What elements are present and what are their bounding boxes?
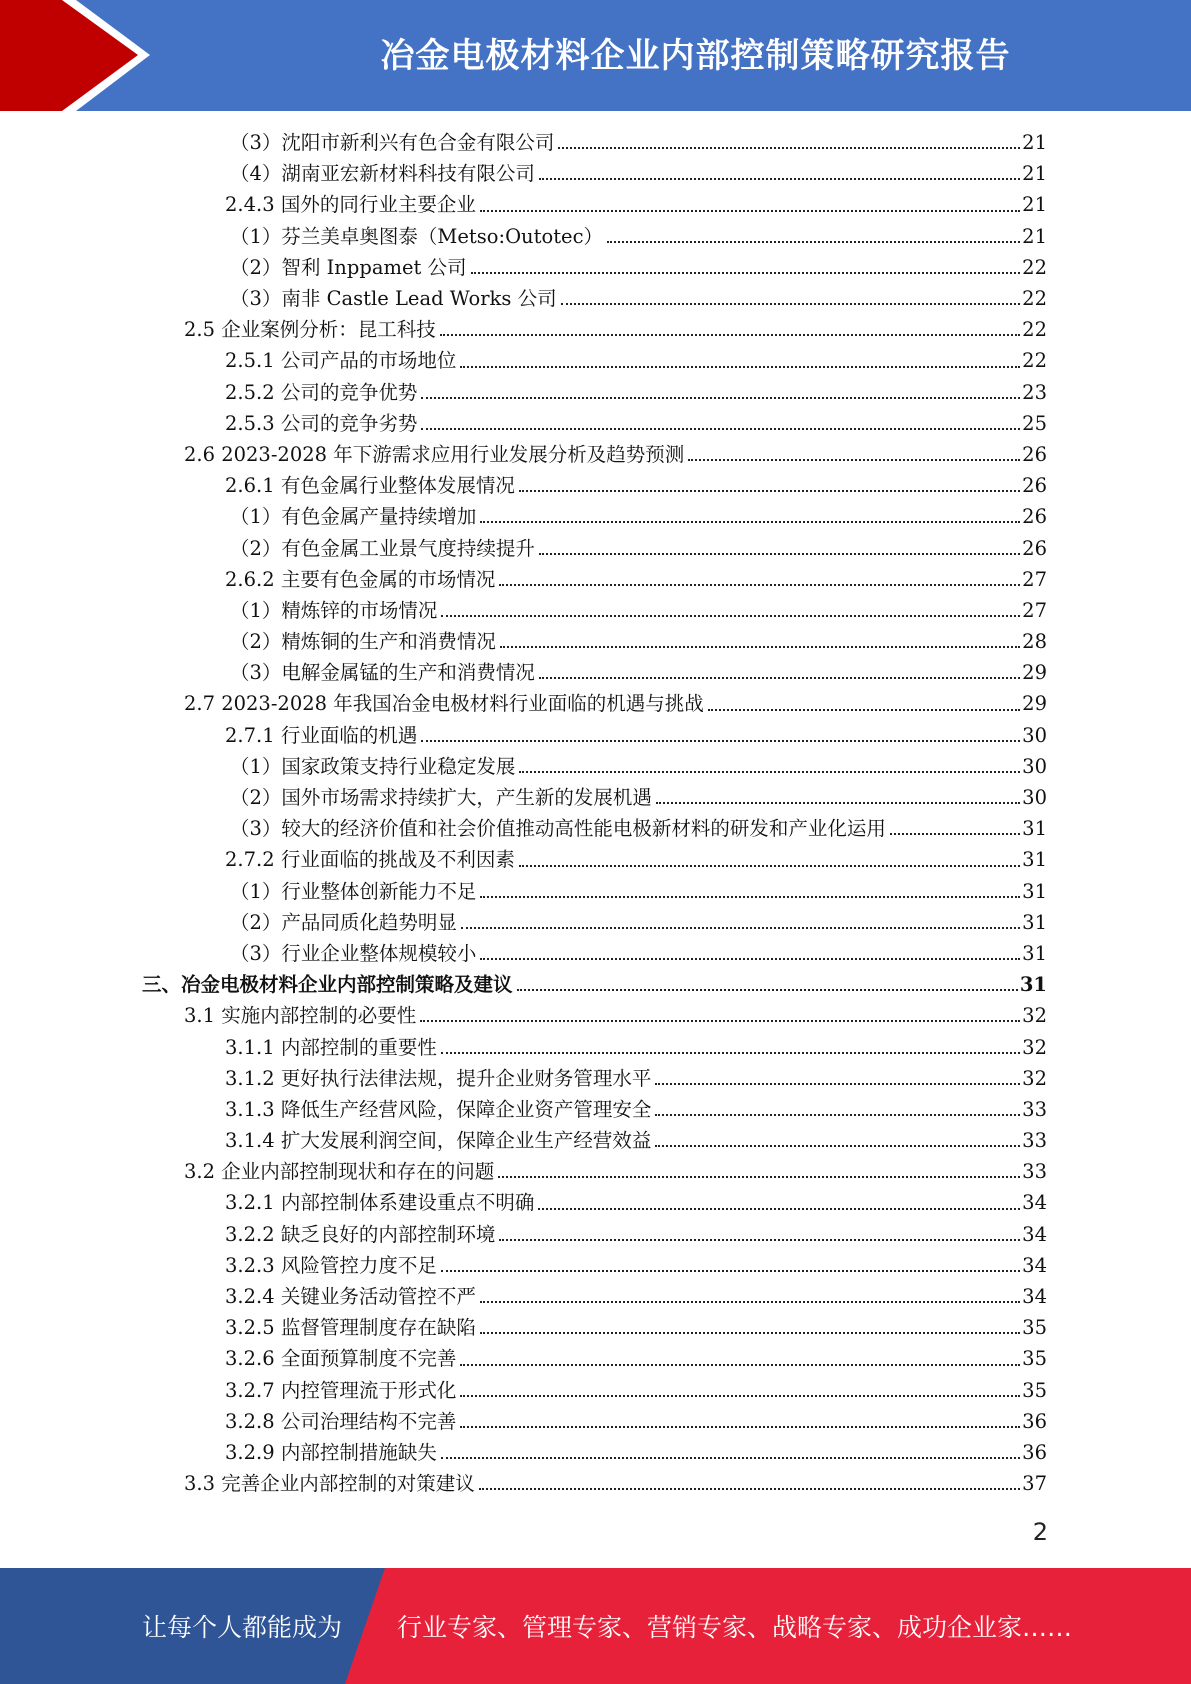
page-number: 2 (1032, 1518, 1048, 1546)
toc-entry[interactable] (0, 813, 1191, 844)
toc-entry[interactable] (0, 221, 1191, 252)
toc-entry-page: 34 (1022, 1285, 1047, 1309)
toc-entry-title: （1）精炼锌的市场情况 (230, 598, 438, 622)
toc-entry-title: 2.5.3 公司的竞争劣势 (225, 411, 418, 435)
toc-entry[interactable] (0, 844, 1191, 875)
toc-entry-page: 21 (1022, 162, 1047, 186)
toc-dot-leader (655, 1113, 1020, 1116)
toc-entry-title: （1）国家政策支持行业稳定发展 (230, 754, 516, 778)
toc-entry-title: （4）湖南亚宏新材料科技有限公司 (230, 162, 535, 186)
toc-entry-page: 31 (1022, 817, 1047, 841)
toc-entry[interactable] (0, 907, 1191, 938)
toc-dot-leader (480, 1331, 1020, 1334)
toc-entry-page: 35 (1022, 1378, 1047, 1402)
toc-dot-leader (539, 552, 1020, 555)
toc-entry[interactable] (0, 1437, 1191, 1468)
toc-dot-leader (500, 645, 1020, 648)
toc-entry[interactable] (0, 345, 1191, 376)
toc-entry-page: 23 (1022, 380, 1047, 404)
toc-entry-page: 29 (1022, 692, 1047, 716)
toc-dot-leader (480, 520, 1020, 523)
toc-dot-leader (461, 926, 1020, 929)
toc-entry-page: 30 (1022, 786, 1047, 810)
toc-entry[interactable] (0, 439, 1191, 470)
toc-entry[interactable] (0, 938, 1191, 969)
page-footer (0, 1568, 1191, 1684)
toc-entry[interactable] (0, 564, 1191, 595)
toc-dot-leader (558, 146, 1020, 149)
header-arrow-icon (0, 0, 160, 111)
toc-dot-leader (441, 614, 1020, 617)
toc-entry-title: 3.2.6 全面预算制度不完善 (225, 1347, 457, 1371)
toc-dot-leader (561, 302, 1021, 305)
toc-entry[interactable] (0, 408, 1191, 439)
toc-entry-title: 2.7.1 行业面临的机遇 (225, 723, 418, 747)
toc-dot-leader (517, 988, 1018, 991)
toc-entry-page: 35 (1022, 1316, 1047, 1340)
toc-entry[interactable] (0, 1375, 1191, 1406)
toc-entry-page: 31 (1022, 848, 1047, 872)
page-header (0, 0, 1191, 111)
toc-dot-leader (460, 1425, 1020, 1428)
toc-entry[interactable] (0, 1000, 1191, 1031)
toc-entry-title: 3.2.4 关键业务活动管控不严 (225, 1285, 476, 1309)
toc-entry-page: 30 (1022, 723, 1047, 747)
toc-entry-page: 31 (1022, 910, 1047, 934)
toc-entry-title: （3）沈阳市新利兴有色合金有限公司 (230, 131, 555, 155)
toc-entry-page: 22 (1022, 349, 1047, 373)
toc-entry-title: 2.4.3 国外的同行业主要企业 (225, 193, 476, 217)
toc-dot-leader (421, 396, 1020, 399)
toc-entry[interactable] (0, 470, 1191, 501)
toc-entry[interactable] (0, 1312, 1191, 1343)
toc-entry-title: 3.1.4 扩大发展利润空间，保障企业生产经营效益 (225, 1129, 652, 1153)
toc-entry-title: 3.2.2 缺乏良好的内部控制环境 (225, 1222, 496, 1246)
toc-entry-title: （3）较大的经济价值和社会价值推动高性能电极新材料的研发和产业化运用 (230, 817, 886, 841)
toc-entry[interactable] (0, 782, 1191, 813)
toc-entry-title: 3.2.1 内部控制体系建设重点不明确 (225, 1191, 535, 1215)
toc-entry-title: （1）行业整体创新能力不足 (230, 879, 477, 903)
toc-entry-page: 28 (1022, 630, 1047, 654)
toc-dot-leader (441, 1269, 1020, 1272)
toc-entry[interactable] (0, 377, 1191, 408)
footer-slogan-left: 让每个人都能成为 (142, 1613, 343, 1642)
toc-entry-page: 34 (1022, 1222, 1047, 1246)
toc-entry-title: （2）有色金属工业景气度持续提升 (230, 536, 535, 560)
toc-entry-page: 31 (1022, 941, 1047, 965)
toc-entry-title: （2）精炼铜的生产和消费情况 (230, 630, 496, 654)
toc-dot-leader (538, 1207, 1020, 1210)
toc-entry-title: 3.1.2 更好执行法律法规，提升企业财务管理水平 (225, 1066, 652, 1090)
toc-dot-leader (607, 240, 1020, 243)
footer-slogan-right: 行业专家、管理专家、营销专家、战略专家、成功企业家…… (397, 1613, 1073, 1642)
toc-dot-leader (421, 427, 1020, 430)
toc-entry-title: （2）国外市场需求持续扩大，产生新的发展机遇 (230, 786, 652, 810)
toc-entry[interactable] (0, 1468, 1191, 1499)
toc-entry[interactable] (0, 688, 1191, 719)
toc-entry[interactable] (0, 1187, 1191, 1218)
toc-dot-leader (519, 489, 1020, 492)
toc-entry-title: 3.2.9 内部控制措施缺失 (225, 1440, 437, 1464)
toc-entry-page: 31 (1019, 973, 1047, 997)
toc-entry-page: 33 (1022, 1160, 1047, 1184)
toc-entry-page: 26 (1022, 505, 1047, 529)
toc-entry[interactable] (0, 626, 1191, 657)
toc-entry-page: 22 (1022, 318, 1047, 342)
toc-entry-page: 32 (1022, 1004, 1047, 1028)
toc-entry-title: 3.2.7 内控管理流于形式化 (225, 1378, 457, 1402)
toc-entry-title: 3.1.1 内部控制的重要性 (225, 1035, 437, 1059)
toc-entry-page: 26 (1022, 474, 1047, 498)
toc-entry-title: 3.1.3 降低生产经营风险，保障企业资产管理安全 (225, 1097, 652, 1121)
toc-dot-leader (480, 209, 1020, 212)
toc-entry[interactable] (0, 1125, 1191, 1156)
toc-dot-leader (421, 739, 1020, 742)
toc-entry-page: 26 (1022, 442, 1047, 466)
toc-dot-leader (655, 1144, 1020, 1147)
toc-entry-page: 31 (1022, 879, 1047, 903)
toc-entry[interactable] (0, 1156, 1191, 1187)
toc-entry-title: 2.5 企业案例分析：昆工科技 (184, 318, 436, 342)
toc-entry-title: （3）电解金属锰的生产和消费情况 (230, 661, 535, 685)
toc-dot-leader (460, 365, 1020, 368)
toc-entry[interactable] (0, 751, 1191, 782)
toc-entry-page: 34 (1022, 1191, 1047, 1215)
toc-entry-title: 2.7.2 行业面临的挑战及不利因素 (225, 848, 515, 872)
toc-entry[interactable] (0, 189, 1191, 220)
toc-entry[interactable] (0, 1343, 1191, 1374)
toc-entry-title: （2）产品同质化趋势明显 (230, 910, 457, 934)
toc-dot-leader (519, 770, 1020, 773)
toc-entry-page: 37 (1022, 1472, 1047, 1496)
toc-entry-title: 3.1 实施内部控制的必要性 (184, 1004, 417, 1028)
toc-entry[interactable] (0, 314, 1191, 345)
toc-entry-page: 33 (1022, 1097, 1047, 1121)
toc-entry-page: 21 (1022, 193, 1047, 217)
toc-entry[interactable] (0, 252, 1191, 283)
toc-entry[interactable] (0, 1250, 1191, 1281)
toc-dot-leader (441, 1051, 1020, 1054)
toc-dot-leader (420, 1019, 1020, 1022)
toc-dot-leader (480, 957, 1020, 960)
toc-entry[interactable] (0, 158, 1191, 189)
toc-dot-leader (708, 708, 1020, 711)
toc-entry-title: 3.2.5 监督管理制度存在缺陷 (225, 1316, 476, 1340)
toc-entry-title: 3.2 企业内部控制现状和存在的问题 (184, 1160, 495, 1184)
toc-dot-leader (460, 1394, 1020, 1397)
toc-dot-leader (539, 676, 1020, 679)
toc-entry[interactable] (0, 1281, 1191, 1312)
toc-entry-title: 2.6 2023-2028 年下游需求应用行业发展分析及趋势预测 (184, 442, 685, 466)
toc-entry[interactable] (0, 1406, 1191, 1437)
toc-entry-page: 25 (1022, 411, 1047, 435)
toc-dot-leader (499, 583, 1020, 586)
toc-dot-leader (890, 832, 1020, 835)
toc-entry-page: 36 (1022, 1440, 1047, 1464)
toc-dot-leader (498, 1175, 1020, 1178)
toc-entry-title: 三、冶金电极材料企业内部控制策略及建议 (142, 973, 513, 997)
table-of-contents (0, 127, 1191, 1499)
toc-dot-leader (499, 1238, 1020, 1241)
toc-entry-title: （3）行业企业整体规模较小 (230, 941, 477, 965)
toc-dot-leader (480, 895, 1020, 898)
toc-dot-leader (440, 333, 1020, 336)
toc-entry-page: 33 (1022, 1129, 1047, 1153)
toc-dot-leader (471, 271, 1021, 274)
toc-entry[interactable] (0, 1094, 1191, 1125)
toc-entry-title: 3.2.8 公司治理结构不完善 (225, 1409, 457, 1433)
toc-entry[interactable] (0, 501, 1191, 532)
toc-entry-title: 2.5.1 公司产品的市场地位 (225, 349, 457, 373)
toc-entry[interactable] (0, 1219, 1191, 1250)
toc-entry-page: 36 (1022, 1409, 1047, 1433)
toc-entry-page: 26 (1022, 536, 1047, 560)
toc-entry-page: 32 (1022, 1035, 1047, 1059)
toc-entry[interactable] (0, 127, 1191, 158)
toc-dot-leader (656, 801, 1020, 804)
toc-entry-title: （3）南非 Castle Lead Works 公司 (230, 287, 557, 311)
report-title: 冶金电极材料企业内部控制策略研究报告 (380, 35, 1011, 76)
toc-entry-title: 3.2.3 风险管控力度不足 (225, 1253, 437, 1277)
toc-entry[interactable] (0, 1063, 1191, 1094)
toc-entry-page: 27 (1022, 598, 1047, 622)
toc-entry[interactable] (0, 969, 1191, 1000)
toc-entry-title: 2.7 2023-2028 年我国冶金电极材料行业面临的机遇与挑战 (184, 692, 704, 716)
toc-entry-page: 29 (1022, 661, 1047, 685)
toc-entry-page: 32 (1022, 1066, 1047, 1090)
toc-entry[interactable] (0, 532, 1191, 563)
toc-entry-page: 21 (1022, 224, 1047, 248)
toc-entry-title: 2.6.2 主要有色金属的市场情况 (225, 567, 496, 591)
toc-entry-page: 27 (1022, 567, 1047, 591)
toc-entry-page: 22 (1022, 255, 1047, 279)
toc-entry-title: 2.6.1 有色金属行业整体发展情况 (225, 474, 515, 498)
toc-entry-page: 21 (1022, 131, 1047, 155)
toc-entry[interactable] (0, 720, 1191, 751)
toc-entry[interactable] (0, 595, 1191, 626)
toc-entry[interactable] (0, 657, 1191, 688)
toc-entry-title: （2）智利 Inppamet 公司 (230, 255, 467, 279)
toc-entry-page: 22 (1022, 287, 1047, 311)
toc-dot-leader (688, 458, 1020, 461)
toc-dot-leader (480, 1300, 1020, 1303)
toc-dot-leader (539, 177, 1020, 180)
toc-entry-page: 35 (1022, 1347, 1047, 1371)
toc-entry-title: （1）有色金属产量持续增加 (230, 505, 477, 529)
toc-dot-leader (460, 1363, 1020, 1366)
toc-dot-leader (479, 1487, 1020, 1490)
toc-entry-title: （1）芬兰美卓奥图泰（Metso:Outotec） (230, 224, 603, 248)
toc-entry-page: 34 (1022, 1253, 1047, 1277)
toc-dot-leader (519, 864, 1020, 867)
toc-entry-title: 2.5.2 公司的竞争优势 (225, 380, 418, 404)
toc-entry-page: 30 (1022, 754, 1047, 778)
toc-dot-leader (441, 1456, 1020, 1459)
toc-dot-leader (655, 1082, 1020, 1085)
toc-entry[interactable] (0, 1031, 1191, 1062)
toc-entry[interactable] (0, 283, 1191, 314)
toc-entry-title: 3.3 完善企业内部控制的对策建议 (184, 1472, 475, 1496)
toc-entry[interactable] (0, 876, 1191, 907)
